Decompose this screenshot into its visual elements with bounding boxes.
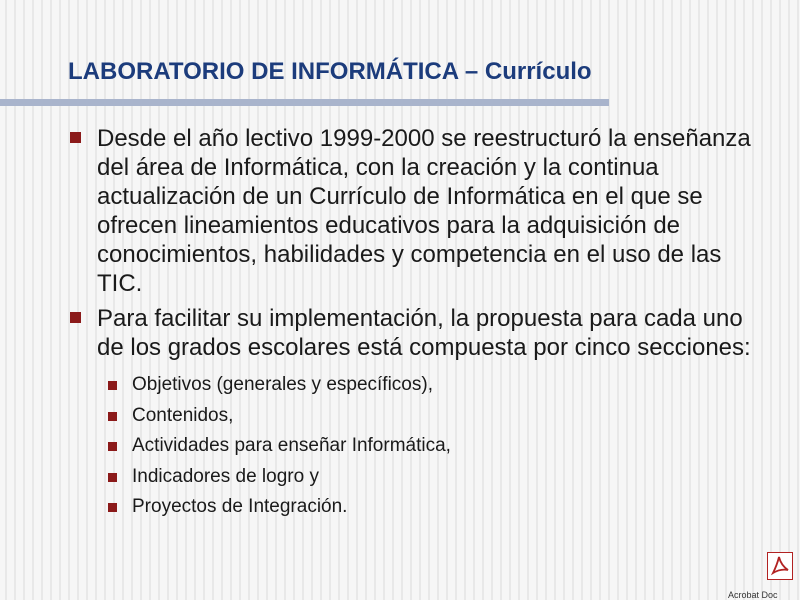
sub-bullet-text: Actividades para enseñar Informática, xyxy=(132,435,451,456)
square-bullet-icon xyxy=(70,132,81,143)
sub-bullet-item xyxy=(0,462,760,493)
square-bullet-icon xyxy=(108,412,117,421)
acrobat-pdf-icon[interactable] xyxy=(767,552,793,580)
bullet-item xyxy=(0,124,800,298)
bullet-text: Para facilitar su implementación, la propuesta para cada uno de los grados escolares está compuesta por cinco secciones: xyxy=(97,305,751,361)
sub-bullet-item xyxy=(0,492,760,523)
square-bullet-icon xyxy=(108,473,117,482)
sub-bullet-text: Proyectos de Integración. xyxy=(132,496,348,517)
slide-title: LABORATORIO DE INFORMÁTICA – Currículo xyxy=(68,58,592,85)
title-underline xyxy=(0,99,609,106)
square-bullet-icon xyxy=(108,442,117,451)
bullet-item xyxy=(0,304,800,523)
sub-bullet-item xyxy=(0,401,760,432)
square-bullet-icon xyxy=(108,381,117,390)
square-bullet-icon xyxy=(70,312,81,323)
sub-bullet-item xyxy=(0,431,760,462)
sub-bullet-item xyxy=(0,370,760,401)
square-bullet-icon xyxy=(108,503,117,512)
attachment-caption: Acrobat Doc xyxy=(728,590,778,600)
sub-bullet-text: Contenidos, xyxy=(132,404,234,426)
sub-bullet-text: Indicadores de logro y xyxy=(132,465,319,487)
bullet-text: Desde el año lectivo 1999-2000 se reestructuró la enseñanza del área de Informática, con la creación y la continua actualización de un Currículo de Informática en el que se ofrecen lineamientos educativos para la adquisición de conocimientos, habilidades y competencia en el uso de las TIC. xyxy=(97,125,751,297)
bullet-list xyxy=(0,124,800,529)
sub-bullet-list xyxy=(97,370,760,523)
sub-bullet-text: Objetivos (generales y específicos), xyxy=(132,374,433,395)
